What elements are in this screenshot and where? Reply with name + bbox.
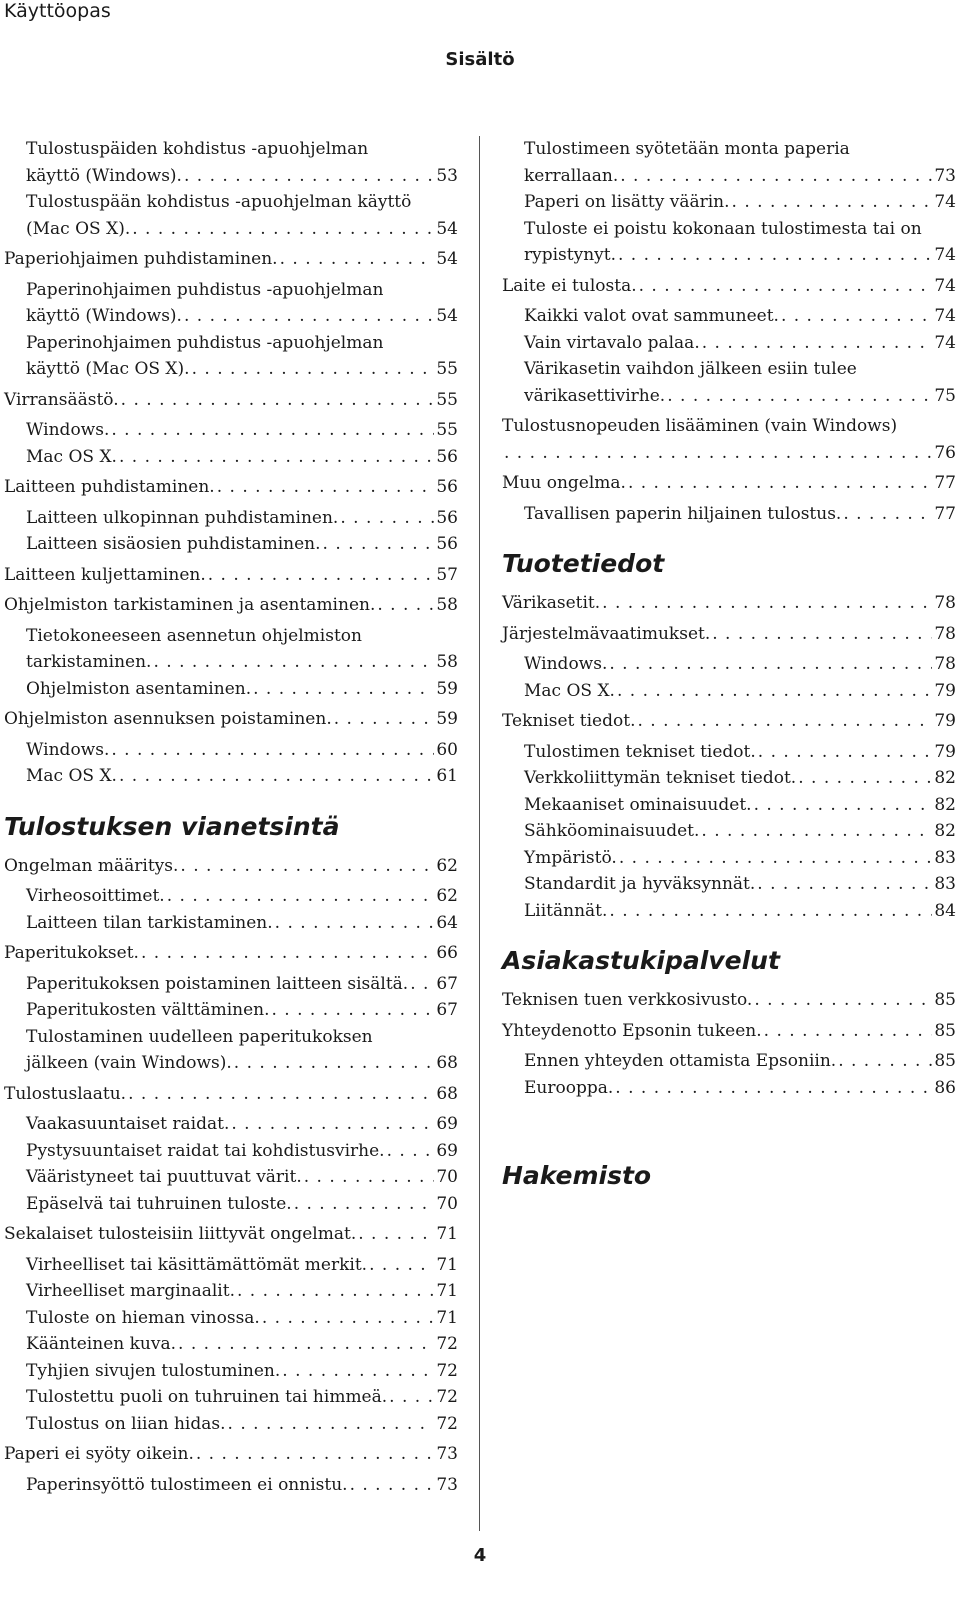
toc-entry[interactable]: Värikasetit. . . . 78	[502, 590, 956, 617]
toc-entry[interactable]: Ohjelmiston asentaminen. . . . 59	[4, 676, 458, 703]
toc-entry[interactable]: Sekalaiset tulosteisiin liittyvät ongelmat. . . . 71	[4, 1221, 458, 1248]
section-heading[interactable]: Tuotetiedot	[502, 549, 665, 578]
toc-entry[interactable]: Ohjelmiston tarkistaminen ja asentaminen. . . . 58	[4, 592, 458, 619]
toc-entry[interactable]: Virheelliset tai käsittämättömät merkit. . . . 71	[4, 1252, 458, 1279]
toc-entry[interactable]: Paperi on lisätty väärin. . . . 74	[502, 189, 956, 216]
toc-entry[interactable]: Eurooppa. . . . 86	[502, 1075, 956, 1102]
toc-entry[interactable]: Laitteen kuljettaminen. . . . 57	[4, 562, 458, 589]
toc-entry[interactable]: Paperinohjaimen puhdistus -apuohjelman käyttö (Windows). . . . 54	[4, 277, 458, 330]
toc-entry[interactable]: Paperiohjaimen puhdistaminen. . . . 54	[4, 246, 458, 273]
section-heading[interactable]: Asiakastukipalvelut	[502, 946, 780, 975]
toc-entry[interactable]: Kaikki valot ovat sammuneet. . . . 74	[502, 303, 956, 330]
toc-entry[interactable]: Ongelman määritys. . . . 62	[4, 853, 458, 880]
toc-entry[interactable]: Tulostusnopeuden lisääminen (vain Windows) . . . 76	[502, 413, 956, 466]
toc-entry[interactable]: Sähköominaisuudet. . . . 82	[502, 818, 956, 845]
toc-entry[interactable]: Tulostuspään kohdistus -apuohjelman käyttö (Mac OS X). . . . 54	[4, 189, 458, 242]
toc-entry[interactable]: Tekniset tiedot. . . . 79	[502, 708, 956, 735]
toc-entry[interactable]: Ennen yhteyden ottamista Epsoniin. . . . 85	[502, 1048, 956, 1075]
toc-entry[interactable]: Teknisen tuen verkkosivusto. . . . 85	[502, 987, 956, 1014]
toc-entry[interactable]: Tuloste on hieman vinossa. . . . 71	[4, 1305, 458, 1332]
toc-entry[interactable]: Windows. . . . 78	[502, 651, 956, 678]
toc-right-column	[502, 136, 956, 1202]
toc-entry[interactable]: Järjestelmävaatimukset. . . . 78	[502, 621, 956, 648]
toc-entry[interactable]: Laitteen puhdistaminen. . . . 56	[4, 474, 458, 501]
toc-entry[interactable]: Laitteen ulkopinnan puhdistaminen. . . . 56	[4, 505, 458, 532]
toc-entry[interactable]: Standardit ja hyväksynnät. . . . 83	[502, 871, 956, 898]
toc-entry[interactable]: Windows. . . . 55	[4, 417, 458, 444]
toc-entry[interactable]: Tuloste ei poistu kokonaan tulostimesta tai on rypistynyt. . . . 74	[502, 216, 956, 269]
toc-entry[interactable]: Tulostuspäiden kohdistus -apuohjelman käyttö (Windows). . . . 53	[4, 136, 458, 189]
toc-entry[interactable]: Laite ei tulosta. . . . 74	[502, 273, 956, 300]
toc-entry[interactable]: Verkkoliittymän tekniset tiedot. . . . 82	[502, 765, 956, 792]
toc-entry[interactable]: Virheelliset marginaalit. . . . 71	[4, 1278, 458, 1305]
page-number: 4	[473, 1545, 487, 1566]
toc-entry[interactable]: Windows. . . . 60	[4, 737, 458, 764]
toc-entry[interactable]: Ohjelmiston asennuksen poistaminen. . . . 59	[4, 706, 458, 733]
toc-entry[interactable]: Vääristyneet tai puuttuvat värit. . . . 70	[4, 1164, 458, 1191]
toc-entry[interactable]: Käänteinen kuva. . . . 72	[4, 1331, 458, 1358]
column-divider	[479, 136, 480, 1531]
toc-entry[interactable]: Mekaaniset ominaisuudet. . . . 82	[502, 792, 956, 819]
toc-entry[interactable]: Vain virtavalo palaa. . . . 74	[502, 330, 956, 357]
toc-entry[interactable]: Muu ongelma. . . . 77	[502, 470, 956, 497]
toc-entry[interactable]: Paperinsyöttö tulostimeen ei onnistu. . . . 73	[4, 1472, 458, 1499]
toc-left-column	[4, 136, 458, 1498]
toc-entry[interactable]: Virransäästö. . . . 55	[4, 387, 458, 414]
toc-entry[interactable]: Epäselvä tai tuhruinen tuloste. . . . 70	[4, 1191, 458, 1218]
toc-entry[interactable]: Paperitukosten välttäminen. . . . 67	[4, 997, 458, 1024]
toc-entry[interactable]: Paperi ei syöty oikein. . . . 73	[4, 1441, 458, 1468]
toc-entry[interactable]: Tavallisen paperin hiljainen tulostus. . . . 77	[502, 501, 956, 528]
toc-entry[interactable]: Tyhjien sivujen tulostuminen. . . . 72	[4, 1358, 458, 1385]
toc-entry[interactable]: Vaakasuuntaiset raidat. . . . 69	[4, 1111, 458, 1138]
toc-entry[interactable]: Tulostaminen uudelleen paperitukoksen jälkeen (vain Windows). . . . 68	[4, 1024, 458, 1077]
toc-entry[interactable]: Värikasetin vaihdon jälkeen esiin tulee värikasettivirhe. . . . 75	[502, 356, 956, 409]
section-title: Sisältö	[445, 49, 515, 70]
toc-entry[interactable]: Ympäristö. . . . 83	[502, 845, 956, 872]
toc-entry[interactable]: Virheosoittimet. . . . 62	[4, 883, 458, 910]
toc-entry[interactable]: Laitteen sisäosien puhdistaminen. . . . 56	[4, 531, 458, 558]
toc-entry[interactable]: Tulostettu puoli on tuhruinen tai himmeä. . . . 72	[4, 1384, 458, 1411]
toc-entry[interactable]: Paperinohjaimen puhdistus -apuohjelman käyttö (Mac OS X). . . . 55	[4, 330, 458, 383]
toc-entry[interactable]: Pystysuuntaiset raidat tai kohdistusvirhe. . . . 69	[4, 1138, 458, 1165]
toc-entry[interactable]: Yhteydenotto Epsonin tukeen. . . . 85	[502, 1018, 956, 1045]
toc-entry[interactable]: Tulostus on liian hidas. . . . 72	[4, 1411, 458, 1438]
toc-entry[interactable]: Laitteen tilan tarkistaminen. . . . 64	[4, 910, 458, 937]
toc-entry[interactable]: Mac OS X. . . . 79	[502, 678, 956, 705]
toc-entry[interactable]: Tietokoneeseen asennetun ohjelmiston tarkistaminen. . . . 58	[4, 623, 458, 676]
toc-entry[interactable]: Paperitukokset. . . . 66	[4, 940, 458, 967]
toc-entry[interactable]: Paperitukoksen poistaminen laitteen sisältä. . . . 67	[4, 971, 458, 998]
toc-entry[interactable]: Tulostimen tekniset tiedot. . . . 79	[502, 739, 956, 766]
section-heading[interactable]: Hakemisto	[502, 1161, 652, 1190]
toc-entry[interactable]: Tulostuslaatu. . . . 68	[4, 1081, 458, 1108]
section-heading[interactable]: Tulostuksen vianetsintä	[4, 811, 340, 841]
toc-entry[interactable]: Liitännät. . . . 84	[502, 898, 956, 925]
toc-entry[interactable]: Mac OS X. . . . 56	[4, 444, 458, 471]
toc-entry[interactable]: Mac OS X. . . . 61	[4, 763, 458, 790]
toc-entry[interactable]: Tulostimeen syötetään monta paperia kerrallaan. . . . 73	[502, 136, 956, 189]
document-title: Käyttöopas	[4, 0, 111, 22]
